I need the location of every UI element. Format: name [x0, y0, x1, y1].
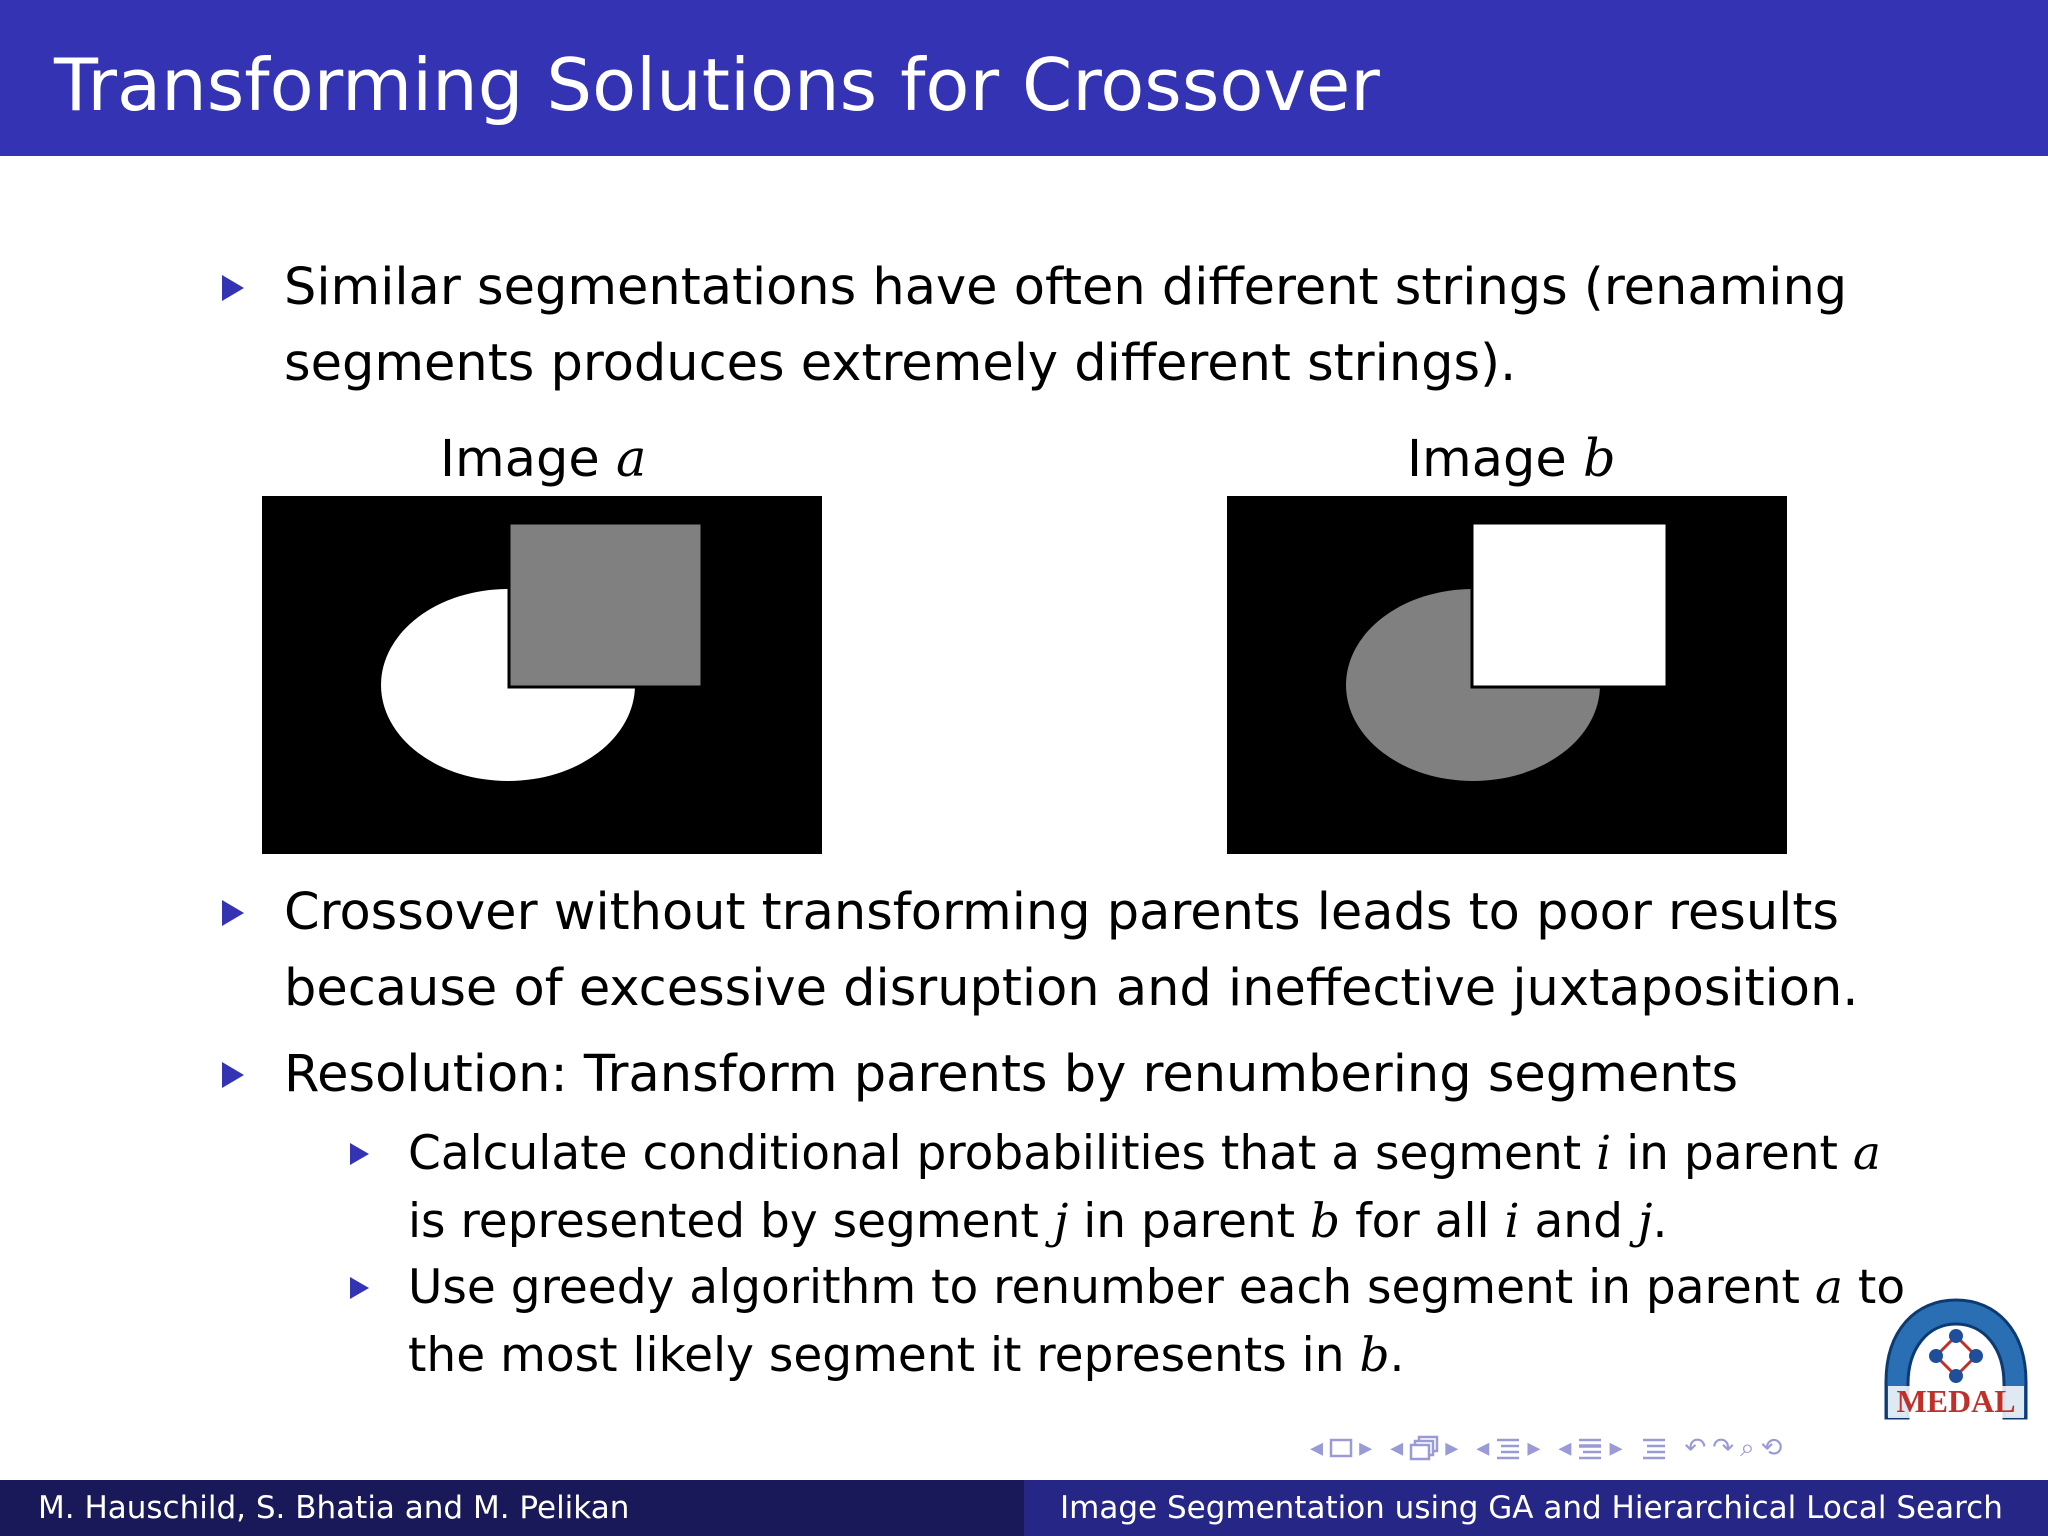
bullet-1-line-2: segments produces extremely different strings).: [284, 334, 1517, 393]
slide-header: [0, 0, 2048, 156]
arrow-right-icon: ▸: [1359, 1433, 1373, 1463]
search-icon: ⌕: [1740, 1432, 1755, 1463]
subbullet-1-line-1: Calculate conditional probabilities that a segment i in parent a: [408, 1126, 1881, 1181]
image-b-square-segment: [1472, 523, 1667, 687]
slide-nav-button[interactable]: [1390, 1433, 1458, 1463]
arrow-right-icon: ▸: [1609, 1433, 1623, 1463]
arrow-right-icon: ▸: [1527, 1433, 1541, 1463]
footer-authors: M. Hauschild, S. Bhatia and M. Pelikan: [0, 1480, 1024, 1536]
subbullet-2-line-2: the most likely segment it represents in b.: [408, 1328, 1405, 1383]
undo-search-nav-button[interactable]: [1685, 1433, 1783, 1464]
subsection-nav-button[interactable]: [1476, 1433, 1540, 1463]
subbullet-1-line-2: is represented by segment j in parent b for all i and j.: [408, 1194, 1668, 1249]
arrow-left-icon: ◂: [1558, 1433, 1572, 1463]
slides-stack-icon: [1409, 1435, 1439, 1461]
redo-icon: ↷: [1712, 1433, 1735, 1463]
bullet-2-line-1: Crossover without transforming parents leads to poor results: [284, 883, 1839, 942]
medal-logo: [1874, 1290, 2038, 1420]
toc-nav-button[interactable]: [1641, 1435, 1667, 1461]
medal-logo-icon: [1874, 1290, 2038, 1420]
section-nav-button[interactable]: [1558, 1433, 1622, 1463]
bullet-triangle-icon: [222, 1062, 244, 1088]
bullet-1-line-1: Similar segmentations have often different strings (renaming: [284, 258, 1848, 317]
image-a-drawing: [262, 496, 822, 854]
bullet-triangle-icon: [222, 275, 244, 301]
toc-icon: [1641, 1435, 1667, 1461]
section-icon: [1577, 1435, 1603, 1461]
bullet-2-line-2: because of excessive disruption and ineffective juxtaposition.: [284, 959, 1859, 1018]
zoom-icon: ⟲: [1760, 1433, 1783, 1463]
arrow-right-icon: ▸: [1445, 1433, 1459, 1463]
image-a-figure: [262, 496, 822, 854]
arrow-left-icon: ◂: [1390, 1433, 1404, 1463]
slide-title: Transforming Solutions for Crossover: [54, 43, 1380, 127]
image-b-figure: [1227, 496, 1787, 854]
bullet-triangle-icon: [222, 900, 244, 926]
frame-nav-button[interactable]: [1310, 1433, 1372, 1463]
image-b-label: Image b: [1407, 430, 1616, 489]
arrow-left-icon: ◂: [1310, 1433, 1324, 1463]
frame-icon: [1329, 1438, 1353, 1458]
beamer-navigation: [1310, 1430, 1782, 1466]
subbullet-triangle-icon: [350, 1277, 369, 1299]
image-b-drawing: [1227, 496, 1787, 854]
footer-talk-title: Image Segmentation using GA and Hierarchical Local Search: [1024, 1480, 2048, 1536]
image-a-label: Image a: [440, 430, 647, 489]
image-a-square-segment: [509, 523, 702, 687]
subsection-icon: [1495, 1435, 1521, 1461]
arrow-left-icon: ◂: [1476, 1433, 1490, 1463]
subbullet-triangle-icon: [350, 1143, 369, 1165]
subbullet-2-line-1: Use greedy algorithm to renumber each segment in parent a to: [408, 1260, 1906, 1315]
medal-logo-text: MEDAL: [1896, 1383, 2016, 1419]
slide-footer: [0, 1480, 2048, 1536]
bullet-3-line-1: Resolution: Transform parents by renumbering segments: [284, 1045, 1739, 1104]
undo-icon: ↶: [1684, 1433, 1707, 1463]
